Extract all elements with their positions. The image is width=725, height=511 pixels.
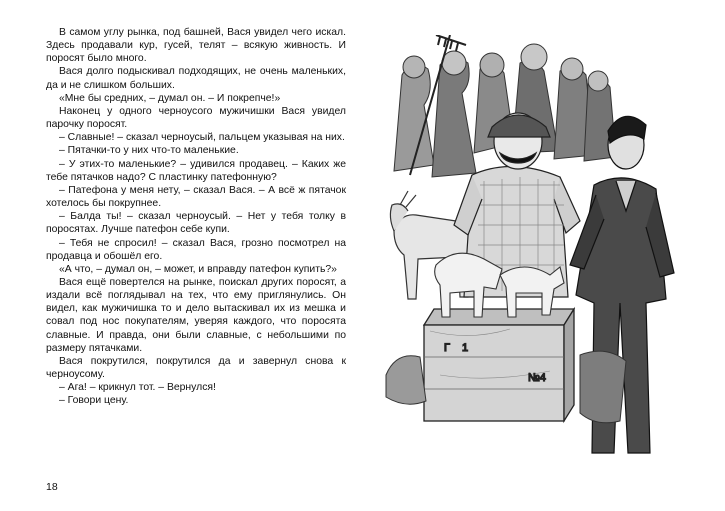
crate-mark: №4 (528, 372, 546, 384)
paragraph: – Пятачки-то у них что-то маленькие. (59, 145, 239, 157)
market-illustration (380, 35, 680, 465)
paragraph: – У этих-то маленькие? – удивился продавец. – Каких же тебе пятачков надо? С пластинку патефонную? (46, 158, 346, 183)
paragraph: Вася долго подыскивал подходящих, не очень маленьких, да и не слишком больших. (46, 66, 346, 91)
crate-mark: Г (444, 342, 450, 354)
paragraph: Наконец у одного черноусого мужичишки Вася увидел парочку поросят. (46, 105, 346, 131)
paragraph: «Мне бы средних, – думал он. – И покрепче!» (59, 92, 281, 104)
paragraph: – Говори цену. (59, 395, 129, 407)
paragraph: «А что, – думал он, – может, и вправду патефон купить?» (59, 263, 337, 275)
paragraph: – Ага! – крикнул тот. – Вернулся! (59, 382, 216, 394)
crate-mark: 1 (462, 342, 469, 354)
paragraph: – Тебя не спросил! – сказал Вася, грозно посмотрел на продавца и обошёл его. (46, 237, 346, 262)
paragraph: Вася ещё повертелся на рынке, поискал других поросят, а издали всё поглядывал на тех, что ему приглянулись. Он видел, как мужичишка то и дело вытаскивал их из мешка и совал под нос покупателям, уверяя каждого, что поросята славные. И правда, они были славные, с небольшими по размеру пятачками. (46, 276, 346, 354)
paragraph: – Балда ты! – сказал черноусый. – Нет у тебя толку в поросятах. Лучше патефон себе купи. (46, 211, 346, 236)
story-text (46, 26, 346, 408)
page-number: 18 (46, 481, 58, 493)
paragraph: – Славные! – сказал черноусый, пальцем указывая на них. (59, 132, 345, 144)
wooden-crate (424, 309, 574, 421)
paragraph: – Патефона у меня нету, – сказал Вася. – А всё ж пятачок хотелось бы покрупнее. (46, 184, 346, 210)
paragraph: Вася покрутился, покрутился да и завернул снова к черноусому. (46, 355, 346, 381)
paragraph: В самом углу рынка, под башней, Вася увидел чего искал. Здесь продавали кур, гусей, телят – всякую живность. И поросят было много. (46, 27, 346, 65)
